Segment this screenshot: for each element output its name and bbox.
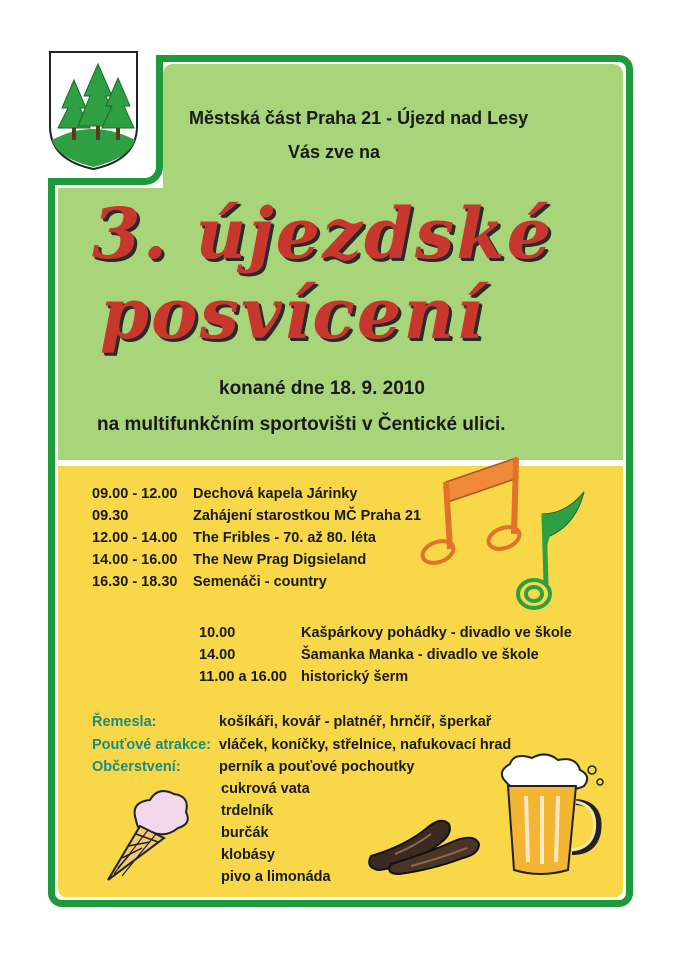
food-item: cukrová vata (221, 781, 310, 797)
food-item: klobásy (221, 847, 275, 863)
rides-label: Pouťové atrakce: (92, 737, 211, 753)
side-program-act: Kašpárkovy pohádky - divadlo ve škole (301, 625, 572, 641)
event-date: konané dne 18. 9. 2010 (219, 378, 425, 399)
schedule-time: 14.00 - 16.00 (92, 552, 178, 568)
schedule-act: Zahájení starostkou MČ Praha 21 (193, 508, 422, 524)
schedule-act: The New Prag Digsieland (193, 552, 367, 568)
food-item: trdelník (221, 803, 274, 819)
rides-text: vláček, koníčky, střelnice, nafukovací hrad (219, 737, 512, 753)
sausages-icon (365, 810, 490, 880)
schedule-act: Semenáči - country (193, 574, 327, 590)
schedule-time: 16.30 - 18.30 (92, 574, 178, 590)
side-program-time: 10.00 (199, 625, 236, 641)
crafts-label: Řemesla: (92, 714, 157, 730)
music-note-icon (416, 444, 596, 624)
ice-cream-icon (100, 780, 195, 885)
schedule-time: 12.00 - 14.00 (92, 530, 178, 546)
crafts-text: košíkáři, kovář - platnéř, hrnčíř, šperkař (219, 714, 492, 730)
schedule-time: 09.30 (92, 508, 129, 524)
side-program-time: 11.00 a 16.00 (199, 669, 287, 685)
food-item: perník a pouťové pochoutky (219, 759, 415, 775)
food-item: burčák (221, 825, 269, 841)
invite-line: Vás zve na (288, 142, 381, 162)
food-label: Občerstvení: (92, 759, 181, 775)
event-place: na multifunkčním sportovišti v Čentické ulici. (97, 414, 506, 435)
side-program-time: 14.00 (199, 647, 236, 663)
side-program-act: Šamanka Manka - divadlo ve škole (301, 647, 539, 663)
title-line-2: posvícení (100, 272, 485, 355)
side-program-act: historický šerm (301, 669, 409, 685)
organizer-line: Městská část Praha 21 - Újezd nad Lesy (189, 108, 529, 128)
beer-mug-icon (492, 752, 607, 882)
schedule-act: The Fribles - 70. až 80. léta (193, 530, 376, 546)
coat-of-arms-icon (46, 48, 141, 173)
title-line-1: 3. újezdské (92, 192, 554, 275)
schedule-act: Dechová kapela Járinky (193, 486, 358, 502)
schedule-time: 09.00 - 12.00 (92, 486, 178, 502)
food-item: pivo a limonáda (221, 869, 331, 885)
